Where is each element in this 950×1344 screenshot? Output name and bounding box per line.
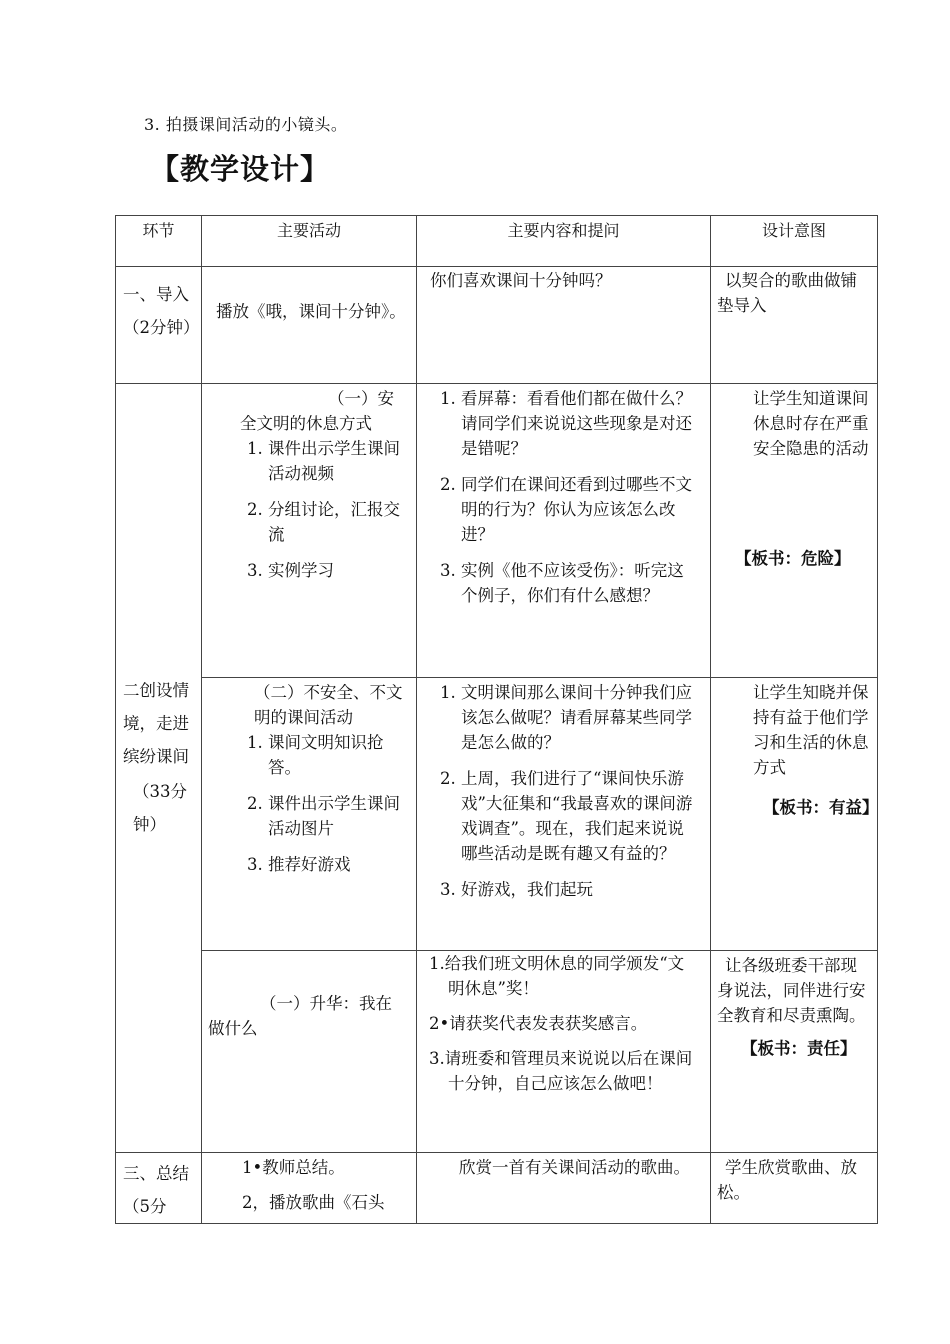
intent-cell <box>711 1153 878 1224</box>
list-item: 2. 分组讨论，汇报交流 <box>268 497 410 547</box>
stage-cell <box>116 1153 202 1224</box>
list-item: 2. 课件出示学生课间活动图片 <box>268 791 410 841</box>
list-item: 1. 文明课间那么课间十分钟我们应该怎么做呢？请看屏幕某些同学是怎么做的？ <box>461 680 694 755</box>
list-item: 1.给我们班文明休息的同学颁发“文明休息”奖！ <box>429 954 685 998</box>
intent-cell <box>711 384 878 678</box>
list-item: 1. 课间文明知识抢答。 <box>268 730 410 780</box>
stage-cell <box>116 267 202 384</box>
list-item: 2，播放歌曲《石头 <box>242 1193 385 1212</box>
activity-text: 播放《哦，课间十分钟》。 <box>216 302 406 321</box>
list-item: 2•请获奖代表发表获奖感言。 <box>429 1014 648 1033</box>
intent-text: 让学生知道课间休息时存在严重安全隐患的活动 <box>753 389 869 458</box>
table-row <box>116 1153 878 1224</box>
content-cell <box>417 678 711 951</box>
table-row <box>116 951 878 1153</box>
activity-cell <box>202 678 417 951</box>
content-text: 欣赏一首有关课间活动的歌曲。 <box>459 1158 690 1177</box>
list-item: 2. 同学们在课间还看到过哪些不文明的行为？你认为应该怎么改进？ <box>461 472 694 547</box>
intent-text: 让各级班委干部现身说法，同伴进行安全教育和尽责熏陶。 <box>717 956 866 1025</box>
list-item: 3. 实例《他不应该受伤》：听完这个例子，你们有什么感想？ <box>461 558 694 608</box>
header-content: 主要内容和提问 <box>417 216 711 267</box>
intent-cell <box>711 678 878 951</box>
list-item: 3. 推荐好游戏 <box>268 852 410 877</box>
activity-cell <box>202 1153 417 1224</box>
list-item: 1. 课件出示学生课间活动视频 <box>268 436 410 486</box>
stage-text: 三、总结（5分 <box>123 1164 189 1216</box>
header-stage: 环节 <box>116 216 202 267</box>
table-row <box>116 267 878 384</box>
board-note: 【板书：有益】 <box>763 798 879 817</box>
content-cell <box>417 1153 711 1224</box>
intent-cell <box>711 267 878 384</box>
content-cell <box>417 267 711 384</box>
stage-cell <box>116 384 202 1153</box>
list-item: 3. 实例学习 <box>268 558 410 583</box>
content-cell <box>417 951 711 1153</box>
activity-text: （一）升华：我在做什么 <box>208 994 392 1038</box>
list-item: 3.请班委和管理员来说说以后在课间十分钟，自己应该怎么做吧！ <box>429 1049 693 1093</box>
list-item: 1. 看屏幕：看看他们都在做什么？请同学们来说说这些现象是对还是错呢？ <box>461 386 694 461</box>
stage-text: 一、导入（2分钟） <box>123 285 200 337</box>
list-item: 1•教师总结。 <box>242 1158 345 1177</box>
stage-duration: （33分钟） <box>133 782 187 834</box>
header-intent: 设计意图 <box>711 216 878 267</box>
table-row <box>116 384 878 678</box>
board-note: 【板书：危险】 <box>735 549 851 568</box>
intent-text: 以契合的歌曲做铺垫导入 <box>717 271 857 315</box>
intent-text: 学生欣赏歌曲、放松。 <box>717 1158 857 1202</box>
table-header-row <box>116 216 878 267</box>
table-row <box>116 678 878 951</box>
activity-title: （一）安全文明的休息方式 <box>240 389 394 433</box>
stage-text: 二创设情境，走进缤纷课间 <box>123 681 189 766</box>
content-cell <box>417 384 711 678</box>
activity-cell <box>202 267 417 384</box>
list-item: 3. 好游戏，我们起玩 <box>461 877 694 902</box>
activity-title: （二）不安全、不文明的课间活动 <box>254 683 403 727</box>
activity-cell <box>202 384 417 678</box>
section-title: 【教学设计】 <box>150 152 331 186</box>
content-text: 你们喜欢课间十分钟吗？ <box>430 271 612 290</box>
list-item: 2. 上周，我们进行了“课间快乐游戏”大征集和“我最喜欢的课间游戏调查”。现在，我们起来说说哪些活动是既有趣又有益的？ <box>461 766 694 866</box>
intent-text: 让学生知晓并保持有益于他们学习和生活的休息方式 <box>753 683 869 777</box>
intro-line: 3. 拍摄课间活动的小镜头。 <box>144 115 348 134</box>
intent-cell <box>711 951 878 1153</box>
board-note: 【板书：责任】 <box>741 1039 857 1058</box>
activity-cell <box>202 951 417 1153</box>
teaching-design-table <box>115 215 878 1224</box>
header-activity: 主要活动 <box>202 216 417 267</box>
